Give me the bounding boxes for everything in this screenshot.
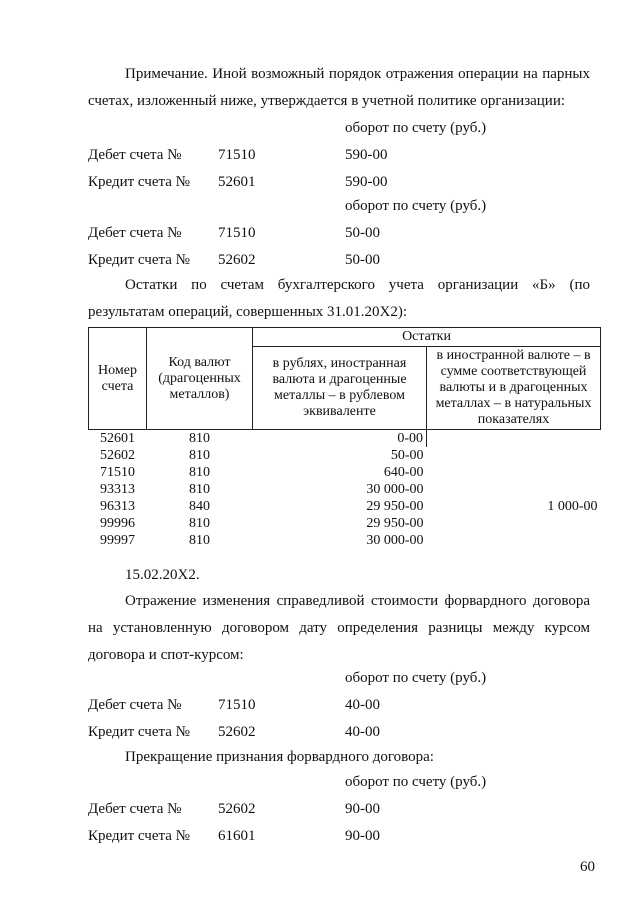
cell-rub: 640-00 [383, 465, 424, 480]
credit-amount: 50-00 [345, 252, 380, 268]
debit-label: Дебет счета № [88, 225, 182, 241]
turnover-label: оборот по счету (руб.) [345, 198, 487, 214]
turnover-label: оборот по счету (руб.) [345, 670, 487, 686]
credit-label: Кредит счета № [88, 174, 190, 190]
cell-foreign [427, 447, 601, 464]
credit-label: Кредит счета № [88, 724, 190, 740]
table-row [89, 464, 601, 481]
balances-intro-line-1: Остатки по счетам бухгалтерского учета организации «Б» (по [125, 277, 590, 293]
cell-account: 52602 [100, 448, 135, 463]
cell-foreign: 1 000-00 [547, 499, 598, 514]
credit-label: Кредит счета № [88, 252, 190, 268]
credit-account: 61601 [218, 828, 256, 844]
credit-account: 52602 [218, 252, 256, 268]
cell-code: 810 [189, 465, 210, 480]
cell-code: 810 [189, 533, 210, 548]
debit-label: Дебет счета № [88, 697, 182, 713]
note-line-1: Примечание. Иной возможный порядок отражения операции на парных [125, 66, 590, 82]
cell-foreign [427, 515, 601, 532]
balances-intro-line-2: результатам операций, совершенных 31.01.20Х2): [88, 304, 408, 320]
table-row [89, 447, 601, 464]
credit-amount: 90-00 [345, 828, 380, 844]
col-header-account: Номер счета [89, 328, 147, 430]
credit-label: Кредит счета № [88, 828, 190, 844]
debit-amount: 40-00 [345, 697, 380, 713]
debit-account: 71510 [218, 225, 256, 241]
cell-code: 810 [189, 516, 210, 531]
cell-account: 71510 [100, 465, 135, 480]
col-header-code: Код валют (драгоценных металлов) [147, 328, 253, 430]
cell-account: 96313 [100, 499, 135, 514]
table-row [89, 430, 601, 448]
debit-label: Дебет счета № [88, 147, 182, 163]
page-number: 60 [580, 859, 595, 875]
table-row [89, 532, 601, 549]
date-line: 15.02.20Х2. [125, 567, 200, 583]
cell-account: 99996 [100, 516, 135, 531]
debit-account: 52602 [218, 801, 256, 817]
cell-rub: 29 950-00 [366, 516, 424, 531]
debit-account: 71510 [218, 147, 256, 163]
turnover-label: оборот по счету (руб.) [345, 774, 487, 790]
cell-rub: 50-00 [390, 448, 424, 463]
col-header-foreign: в иностранной валюте – в сумме соответствующей валюты и в драгоценных металлах – в натуральных показателях [427, 347, 601, 430]
cell-foreign [427, 464, 601, 481]
table-row [89, 481, 601, 498]
cell-account: 52601 [100, 431, 135, 446]
col-header-rub: в рублях, иностранная валюта и драгоценные металлы – в рублевом эквиваленте [253, 347, 427, 430]
credit-amount: 40-00 [345, 724, 380, 740]
debit-amount: 90-00 [345, 801, 380, 817]
credit-account: 52602 [218, 724, 256, 740]
cell-foreign [427, 481, 601, 498]
cell-rub: 0-00 [397, 431, 423, 446]
credit-amount: 590-00 [345, 174, 388, 190]
fair-value-line-1: Отражение изменения справедливой стоимости форвардного договора [125, 593, 590, 609]
cell-code: 810 [189, 482, 210, 497]
cell-code: 810 [189, 431, 210, 446]
col-header-group: Остатки [253, 328, 601, 347]
derecognition-line: Прекращение признания форвардного договора: [125, 749, 434, 765]
cell-code: 840 [189, 499, 210, 514]
balances-table [88, 327, 601, 549]
cell-account: 93313 [100, 482, 135, 497]
cell-account: 99997 [100, 533, 135, 548]
cell-foreign [427, 430, 601, 448]
cell-code: 810 [189, 448, 210, 463]
table-row [89, 498, 601, 515]
cell-rub: 30 000-00 [366, 482, 424, 497]
debit-amount: 590-00 [345, 147, 388, 163]
cell-rub: 30 000-00 [366, 533, 424, 548]
table-row [89, 515, 601, 532]
turnover-label: оборот по счету (руб.) [345, 120, 487, 136]
credit-account: 52601 [218, 174, 256, 190]
fair-value-line-3: договора и спот-курсом: [88, 647, 244, 663]
note-line-2: счетах, изложенный ниже, утверждается в учетной политике организации: [88, 93, 566, 109]
debit-amount: 50-00 [345, 225, 380, 241]
fair-value-line-2: на установленную договором дату определения разницы между курсом [88, 620, 590, 636]
debit-account: 71510 [218, 697, 256, 713]
debit-label: Дебет счета № [88, 801, 182, 817]
cell-foreign [427, 532, 601, 549]
cell-rub: 29 950-00 [366, 499, 424, 514]
